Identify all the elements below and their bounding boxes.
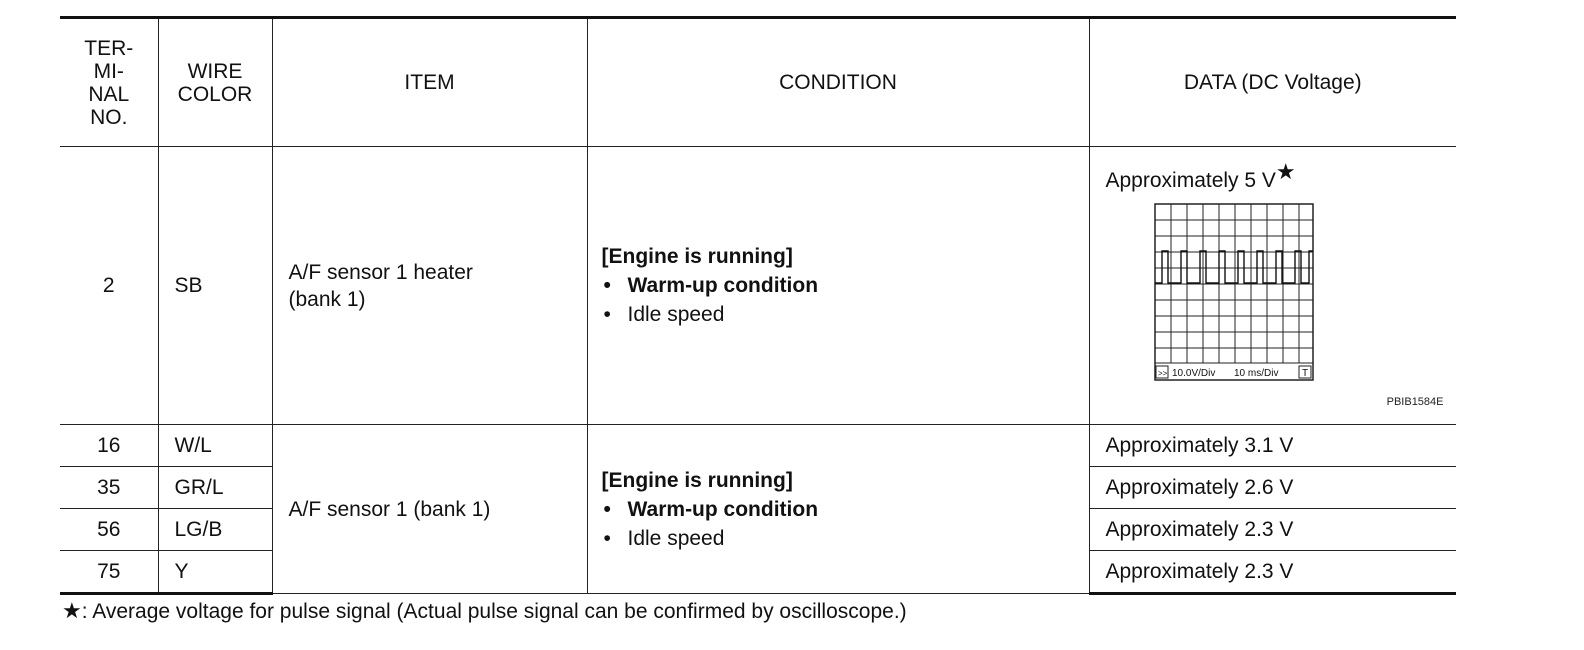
header-terminal: TER- MI- NAL NO. <box>60 18 158 147</box>
svg-text:10 ms/Div: 10 ms/Div <box>1233 368 1278 379</box>
figure-code: PBIB1584E <box>1386 396 1444 408</box>
data-cell: Approximately 2.3 V <box>1089 551 1456 594</box>
table-row <box>60 147 1456 425</box>
header-wire-color: WIRE COLOR <box>158 18 272 147</box>
star-icon: ★ <box>62 598 82 623</box>
header-row <box>60 18 1456 147</box>
wire-color-cell: W/L <box>158 425 272 467</box>
wire-color-cell: GR/L <box>158 467 272 509</box>
wire-color-cell: LG/B <box>158 509 272 551</box>
wire-color-cell: SB <box>158 147 272 425</box>
data-value: Approximately 5 V★ <box>1105 159 1296 192</box>
oscilloscope-grid-icon <box>1154 203 1334 383</box>
item-cell: A/F sensor 1 heater (bank 1) <box>272 147 587 425</box>
terminal-cell: 2 <box>60 147 158 425</box>
oscilloscope-waveform <box>1154 203 1444 408</box>
data-cell: Approximately 2.3 V <box>1089 509 1456 551</box>
terminal-cell: 35 <box>60 467 158 509</box>
condition-heading: [Engine is running] <box>601 245 793 268</box>
header-item: ITEM <box>272 18 587 147</box>
terminal-cell: 56 <box>60 509 158 551</box>
star-icon: ★ <box>1275 159 1296 184</box>
data-cell: Approximately 2.6 V <box>1089 467 1456 509</box>
condition-cell <box>587 147 1089 425</box>
data-cell: Approximately 3.1 V <box>1089 425 1456 467</box>
terminal-cell: 75 <box>60 551 158 594</box>
terminal-data-table <box>60 16 1456 595</box>
item-cell: A/F sensor 1 (bank 1) <box>272 425 587 594</box>
condition-bullet: • Warm-up condition <box>603 497 819 521</box>
condition-heading: [Engine is running] <box>601 468 793 492</box>
data-cell <box>1089 147 1456 425</box>
svg-text:10.0V/Div: 10.0V/Div <box>1171 368 1215 379</box>
condition-bullet: • Idle speed <box>603 303 725 326</box>
wire-color-cell: Y <box>158 551 272 594</box>
footnote <box>62 598 907 624</box>
condition-bullet: • Idle speed <box>603 526 725 550</box>
svg-text:T: T <box>1301 368 1308 379</box>
terminal-cell: 16 <box>60 425 158 467</box>
table-row <box>60 425 1456 467</box>
condition-cell <box>587 425 1089 594</box>
svg-text:>>: >> <box>1157 369 1167 378</box>
condition-bullet: • Warm-up condition <box>603 274 819 297</box>
footnote-text: : Average voltage for pulse signal (Actual pulse signal can be confirmed by oscilloscope.) <box>81 600 907 623</box>
header-data: DATA (DC Voltage) <box>1089 18 1456 147</box>
header-condition: CONDITION <box>587 18 1089 147</box>
